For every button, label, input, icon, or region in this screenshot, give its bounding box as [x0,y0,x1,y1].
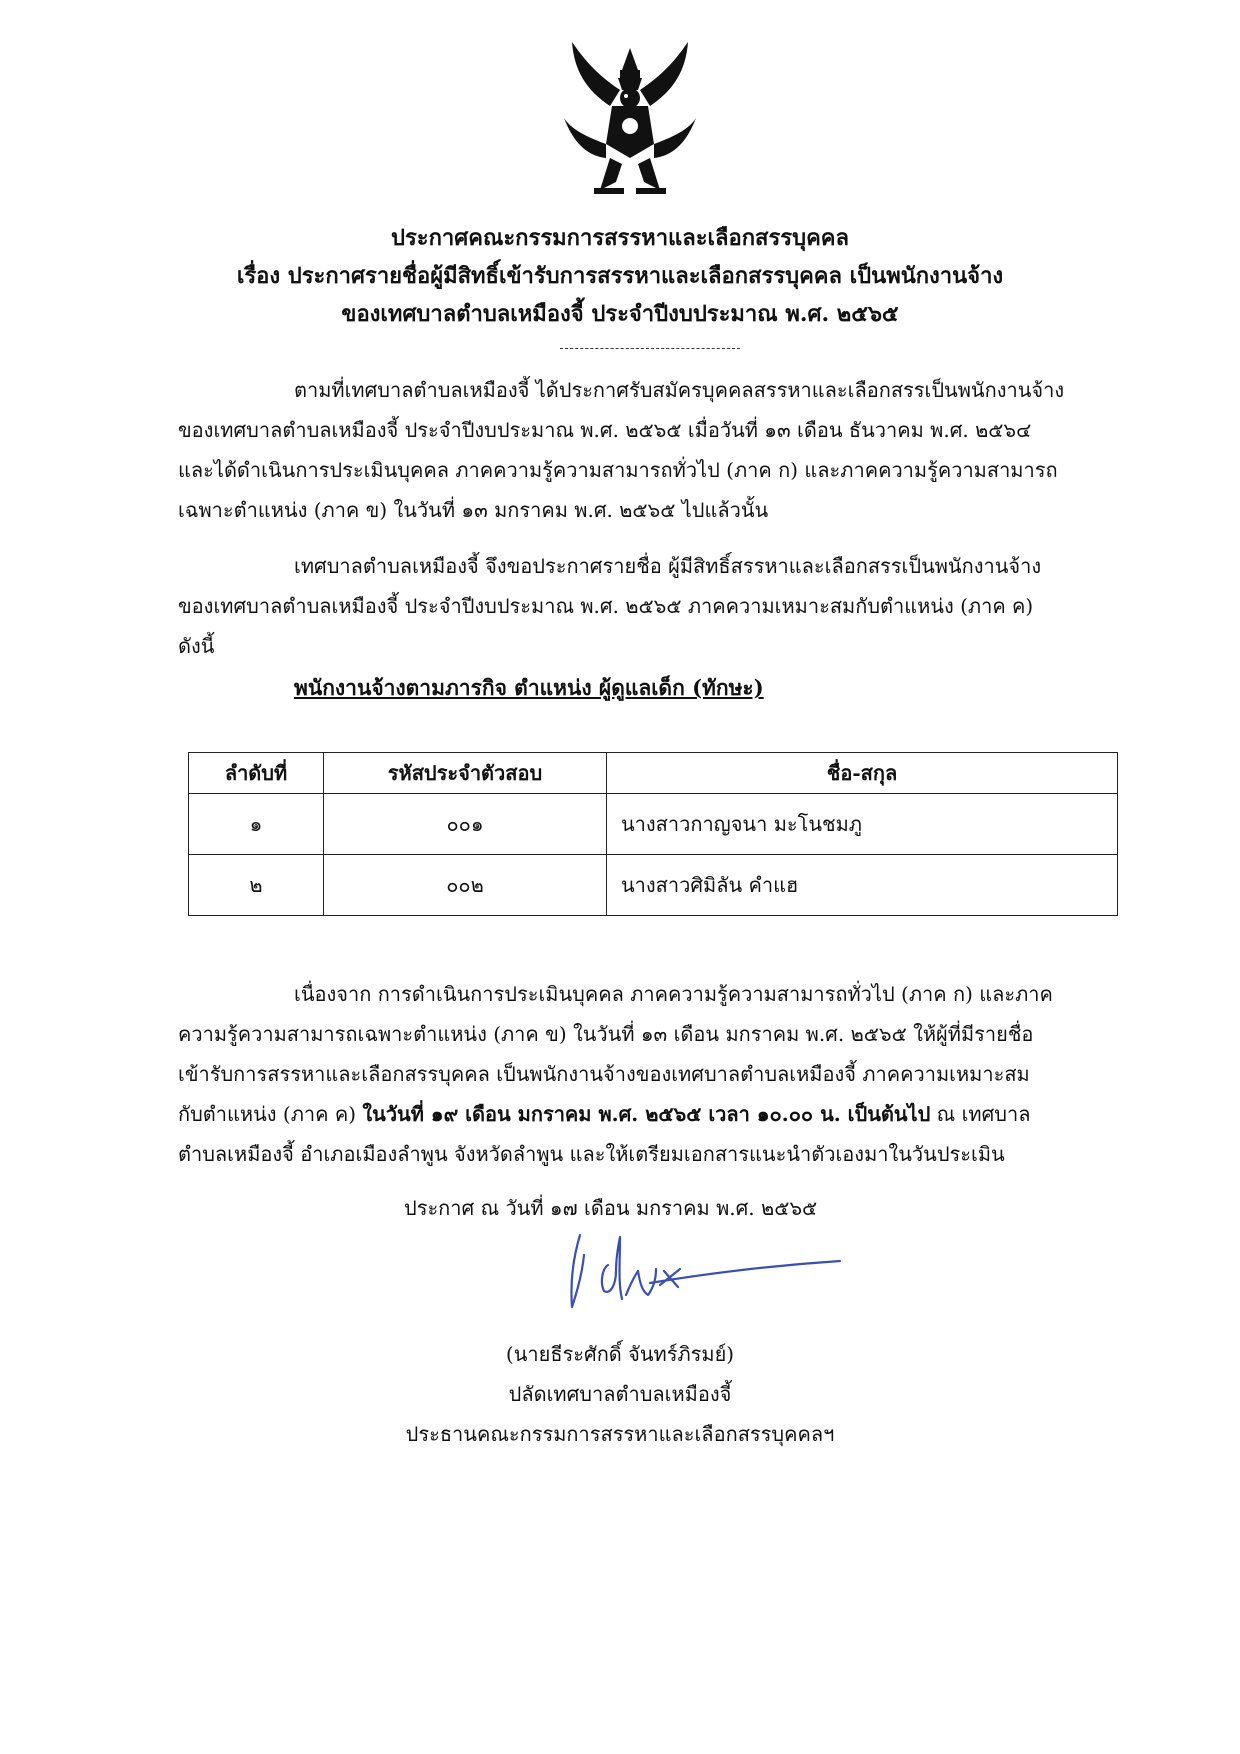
para3-line3: เข้ารับการสรรหาและเลือกสรรบุคคล เป็นพนักงานจ้างของเทศบาลตำบลเหมืองจี้ ภาคความเหมาะสม [178,1062,1030,1086]
cell-order: ๒ [189,855,324,916]
para3-line2: ความรู้ความสามารถเฉพาะตำแหน่ง (ภาค ข) ในวันที่ ๑๓ เดือน มกราคม พ.ศ. ๒๕๖๕ ให้ผู้ที่มีรายชื่อ [178,1022,1034,1046]
cell-name: นางสาวศิมิลัน คำแฮ [607,855,1118,916]
cell-exam-id: ๐๐๒ [324,855,607,916]
column-header-order: ลำดับที่ [189,753,324,794]
position-heading: พนักงานจ้างตามภารกิจ ตำแหน่ง ผู้ดูแลเด็ก (ทักษะ) [294,675,764,700]
announcement-title: ประกาศคณะกรรมการสรรหาและเลือกสรรบุคคล [391,225,849,251]
garuda-emblem-icon [560,40,700,200]
table-row [189,855,1118,916]
para1-line2: ของเทศบาลตำบลเหมืองจี้ ประจำปีงบประมาณ พ.ศ. ๒๕๖๕ เมื่อวันที่ ๑๓ เดือน ธันวาคม พ.ศ. ๒๕๖๔ [178,418,1032,442]
para2-line2: ของเทศบาลตำบลเหมืองจี้ ประจำปีงบประมาณ พ.ศ. ๒๕๖๕ ภาคความเหมาะสมกับตำแหน่ง (ภาค ค) [178,594,1034,618]
signatory-name: (นายธีระศักดิ์ จันทร์ภิรมย์) [505,1342,735,1366]
para3-line1: เนื่องจาก การดำเนินการประเมินบุคคล ภาคความรู้ความสามารถทั่วไป (ภาค ก) และภาค [294,982,1053,1006]
cell-exam-id: ๐๐๑ [324,794,607,855]
para3-line4-end: ณ เทศบาล [930,1102,1031,1126]
para2-line1: เทศบาลตำบลเหมืองจี้ จึงขอประกาศรายชื่อ ผู้มีสิทธิ์สรรหาและเลือกสรรเป็นพนักงานจ้าง [294,554,1042,578]
table-header-row [189,753,1118,794]
column-header-name: ชื่อ-สกุล [607,753,1118,794]
para3-line5: ตำบลเหมืองจี้ อำเภอเมืองลำพูน จังหวัดลำพูน และให้เตรียมเอกสารแนะนำตัวเองมาในวันประเมิน [178,1142,1005,1166]
signature-icon [560,1225,850,1320]
announcement-subject-line2: ของเทศบาลตำบลเหมืองจี้ ประจำปีงบประมาณ พ.ศ. ๒๕๖๕ [341,301,899,327]
cell-order: ๑ [189,794,324,855]
para1-line1: ตามที่เทศบาลตำบลเหมืองจี้ ได้ประกาศรับสมัครบุคคลสรรหาและเลือกสรรเป็นพนักงานจ้าง [294,378,1065,402]
para1-line3: และได้ดำเนินการประเมินบุคคล ภาคความรู้ความสามารถทั่วไป (ภาค ก) และภาคความรู้ความสามารถ [178,458,1058,482]
column-header-exam-id: รหัสประจำตัวสอบ [324,753,607,794]
cell-name: นางสาวกาญจนา มะโนชมภู [607,794,1118,855]
table-row [189,794,1118,855]
signatory-title: ปลัดเทศบาลตำบลเหมืองจี้ [508,1382,732,1406]
dashed-divider [560,348,740,349]
para2-line3: ดังนี้ [178,634,215,658]
assessment-date-emphasis: ในวันที่ ๑๙ เดือน มกราคม พ.ศ. ๒๕๖๕ เวลา ๑๐.๐๐ น. เป็นต้นไป [362,1102,931,1126]
para1-line4: เฉพาะตำแหน่ง (ภาค ข) ในวันที่ ๑๓ มกราคม พ.ศ. ๒๕๖๕ ไปแล้วนั้น [178,498,769,522]
para3-line4-start: กับตำแหน่ง (ภาค ค) [178,1102,363,1126]
signatory-role: ประธานคณะกรรมการสรรหาและเลือกสรรบุคคลฯ [405,1422,835,1446]
candidate-table [188,752,1118,916]
para3-line4 [178,1098,1030,1130]
announce-date: ประกาศ ณ วันที่ ๑๗ เดือน มกราคม พ.ศ. ๒๕๖๕ [404,1196,818,1220]
announcement-subject: เรื่อง ประกาศรายชื่อผู้มีสิทธิ์เข้ารับการสรรหาและเลือกสรรบุคคล เป็นพนักงานจ้าง [236,263,1004,289]
